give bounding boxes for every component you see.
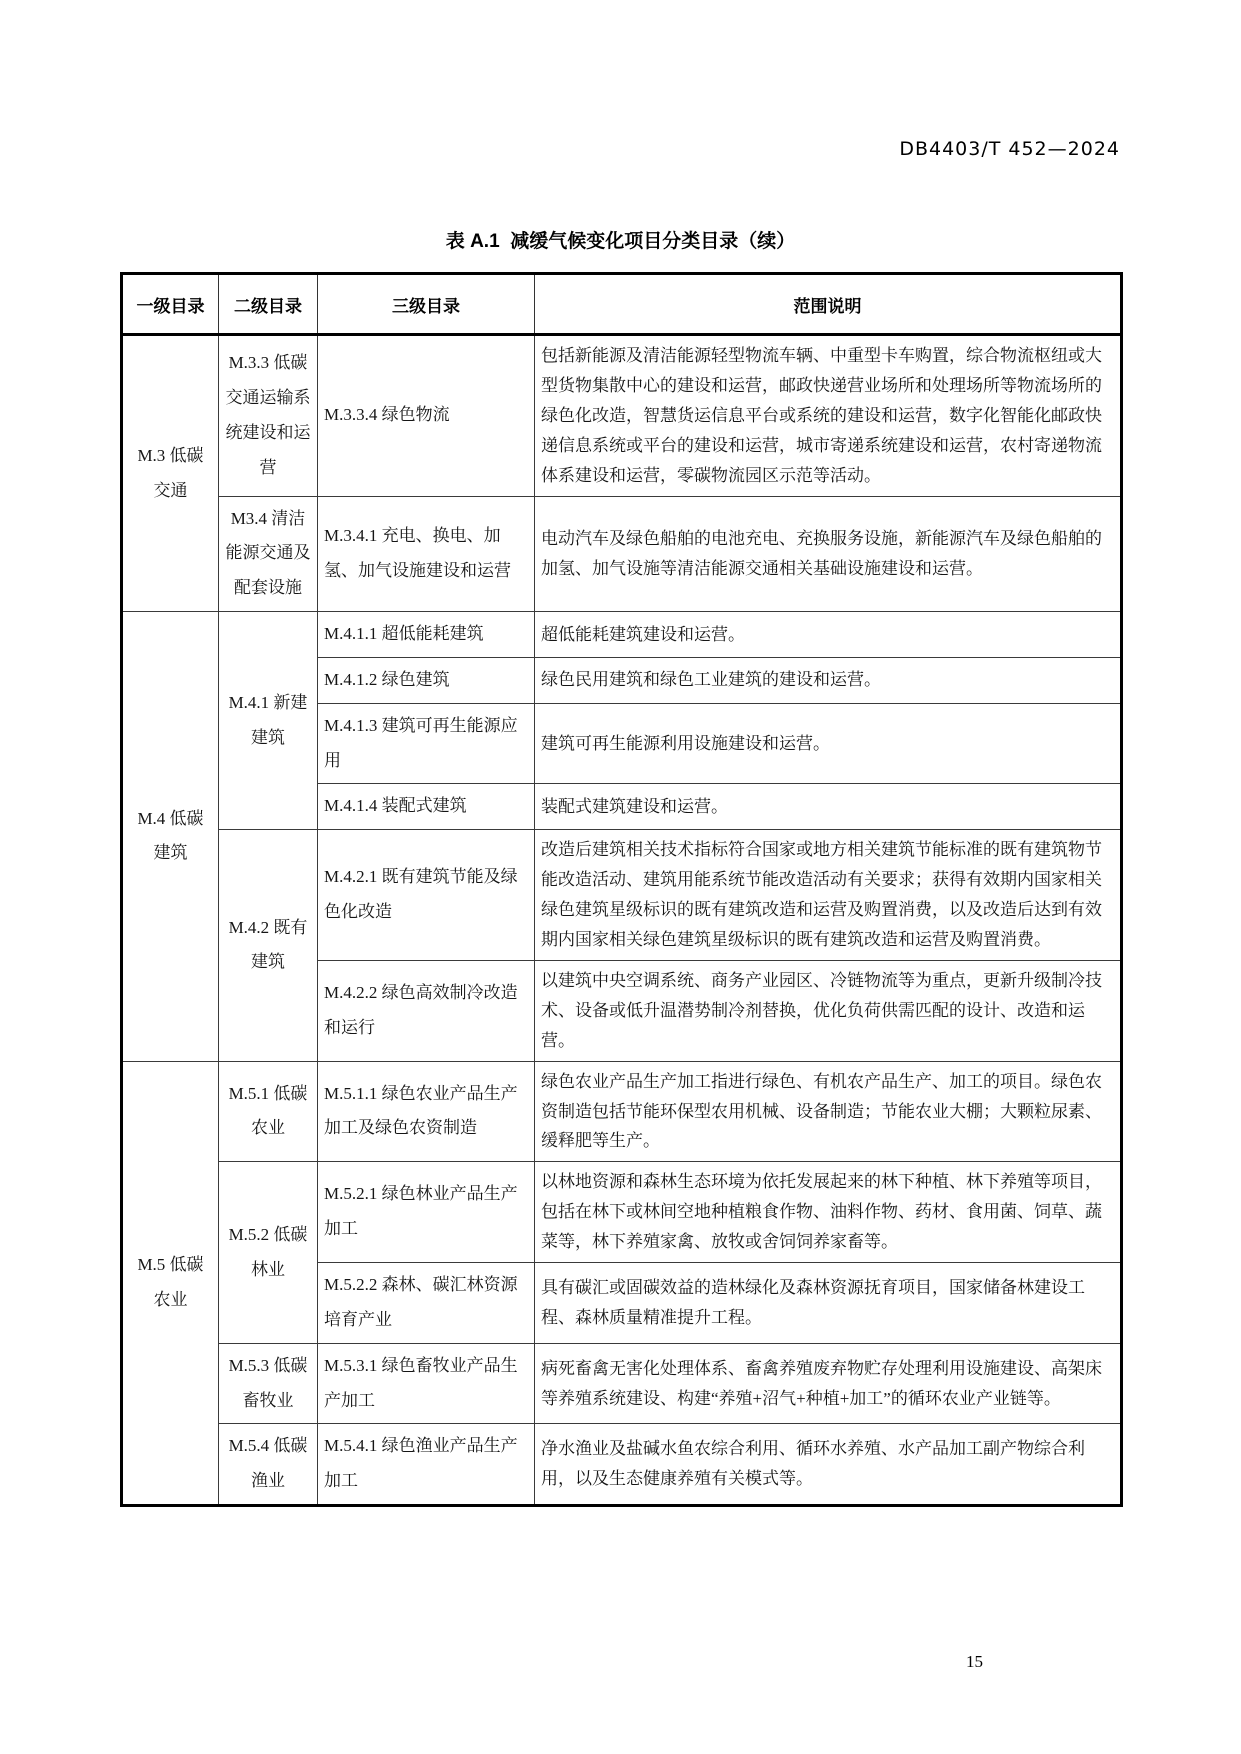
- scope-cell: 绿色农业产品生产加工指进行绿色、有机农产品生产、加工的项目。绿色农资制造包括节能环保型农用机械、设备制造；节能农业大棚；大颗粒尿素、缓释肥等生产。: [535, 1061, 1122, 1162]
- level3-cell: M.5.1.1 绿色农业产品生产加工及绿色农资制造: [318, 1061, 535, 1162]
- scope-cell: 超低能耗建筑建设和运营。: [535, 612, 1122, 658]
- table-row: [122, 1343, 1122, 1424]
- level3-cell: M.4.1.4 装配式建筑: [318, 784, 535, 830]
- scope-cell: 电动汽车及绿色船舶的电池充电、充换服务设施，新能源汽车及绿色船舶的加氢、加气设施等清洁能源交通相关基础设施建设和运营。: [535, 496, 1122, 612]
- scope-cell: 包括新能源及清洁能源轻型物流车辆、中重型卡车购置，综合物流枢纽或大型货物集散中心的建设和运营，邮政快递营业场所和处理场所等物流场所的绿色化改造，智慧货运信息平台或系统的建设和运营，数字化智能化邮政快递信息系统或平台的建设和运营，城市寄递系统建设和运营，农村寄递物流体系建设和运营，零碳物流园区示范等活动。: [535, 335, 1122, 497]
- catalog-table-header: [122, 274, 1122, 335]
- scope-cell: 绿色民用建筑和绿色工业建筑的建设和运营。: [535, 657, 1122, 703]
- header-level3: 三级目录: [318, 274, 535, 335]
- scope-cell: 装配式建筑建设和运营。: [535, 784, 1122, 830]
- level3-cell: M.5.3.1 绿色畜牧业产品生产加工: [318, 1343, 535, 1424]
- catalog-table-body: [122, 335, 1122, 1506]
- table-title: 表 A.1 减缓气候变化项目分类目录（续）: [445, 231, 796, 252]
- table-container: [120, 272, 1120, 1507]
- table-row: [122, 612, 1122, 658]
- table-row: [122, 1424, 1122, 1506]
- level1-cell: M.5 低碳农业: [122, 1061, 219, 1506]
- page-number: 15: [966, 1652, 983, 1671]
- scope-cell: 净水渔业及盐碱水鱼农综合利用、循环水养殖、水产品加工副产物综合利用，以及生态健康养殖有关模式等。: [535, 1424, 1122, 1506]
- level3-cell: M.5.2.1 绿色林业产品生产加工: [318, 1162, 535, 1263]
- level3-cell: M.4.1.2 绿色建筑: [318, 657, 535, 703]
- table-row: [122, 1162, 1122, 1263]
- table-row: [122, 335, 1122, 497]
- level2-cell: M.5.3 低碳畜牧业: [219, 1343, 318, 1424]
- scope-cell: 改造后建筑相关技术指标符合国家或地方相关建筑节能标准的既有建筑物节能改造活动、建筑用能系统节能改造活动有关要求；获得有效期内国家相关绿色建筑星级标识的既有建筑改造和运营及购置消费，以及改造后达到有效期内国家相关绿色建筑星级标识的既有建筑改造和运营及购置消费。: [535, 830, 1122, 961]
- header-level1: 一级目录: [122, 274, 219, 335]
- scope-cell: 具有碳汇或固碳效益的造林绿化及森林资源抚育项目，国家储备林建设工程、森林质量精准提升工程。: [535, 1263, 1122, 1344]
- header-level2: 二级目录: [219, 274, 318, 335]
- level1-cell: M.4 低碳建筑: [122, 612, 219, 1062]
- level3-cell: M.4.2.2 绿色高效制冷改造和运行: [318, 960, 535, 1061]
- header-scope: 范围说明: [535, 274, 1122, 335]
- header-row: [122, 274, 1122, 335]
- level3-cell: M.4.1.3 建筑可再生能源应用: [318, 703, 535, 784]
- level2-cell: M3.4 清洁能源交通及配套设施: [219, 496, 318, 612]
- level3-cell: M.5.2.2 森林、碳汇林资源培育产业: [318, 1263, 535, 1344]
- scope-cell: 病死畜禽无害化处理体系、畜禽养殖废弃物贮存处理利用设施建设、高架床等养殖系统建设、构建“养殖+沼气+种植+加工”的循环农业产业链等。: [535, 1343, 1122, 1424]
- level3-cell: M.3.4.1 充电、换电、加氢、加气设施建设和运营: [318, 496, 535, 612]
- catalog-table: [120, 272, 1123, 1507]
- level3-cell: M.4.2.1 既有建筑节能及绿色化改造: [318, 830, 535, 961]
- scope-cell: 以林地资源和森林生态环境为依托发展起来的林下种植、林下养殖等项目，包括在林下或林间空地种植粮食作物、油料作物、药材、食用菌、饲草、蔬菜等，林下养殖家禽、放牧或舍饲饲养家畜等。: [535, 1162, 1122, 1263]
- level2-cell: M.4.2 既有建筑: [219, 830, 318, 1061]
- scope-cell: 以建筑中央空调系统、商务产业园区、冷链物流等为重点，更新升级制冷技术、设备或低升温潜势制冷剂替换，优化负荷供需匹配的设计、改造和运营。: [535, 960, 1122, 1061]
- level2-cell: M.4.1 新建建筑: [219, 612, 318, 830]
- doc-number: DB4403/T 452—2024: [899, 138, 1120, 160]
- level3-cell: M.4.1.1 超低能耗建筑: [318, 612, 535, 658]
- level1-cell: M.3 低碳交通: [122, 335, 219, 612]
- level2-cell: M.3.3 低碳交通运输系统建设和运营: [219, 335, 318, 497]
- level2-cell: M.5.4 低碳渔业: [219, 1424, 318, 1506]
- level2-cell: M.5.1 低碳农业: [219, 1061, 318, 1162]
- scope-cell: 建筑可再生能源利用设施建设和运营。: [535, 703, 1122, 784]
- level3-cell: M.3.3.4 绿色物流: [318, 335, 535, 497]
- table-row: [122, 1061, 1122, 1162]
- table-row: [122, 830, 1122, 961]
- table-row: [122, 496, 1122, 612]
- level3-cell: M.5.4.1 绿色渔业产品生产加工: [318, 1424, 535, 1506]
- level2-cell: M.5.2 低碳林业: [219, 1162, 318, 1343]
